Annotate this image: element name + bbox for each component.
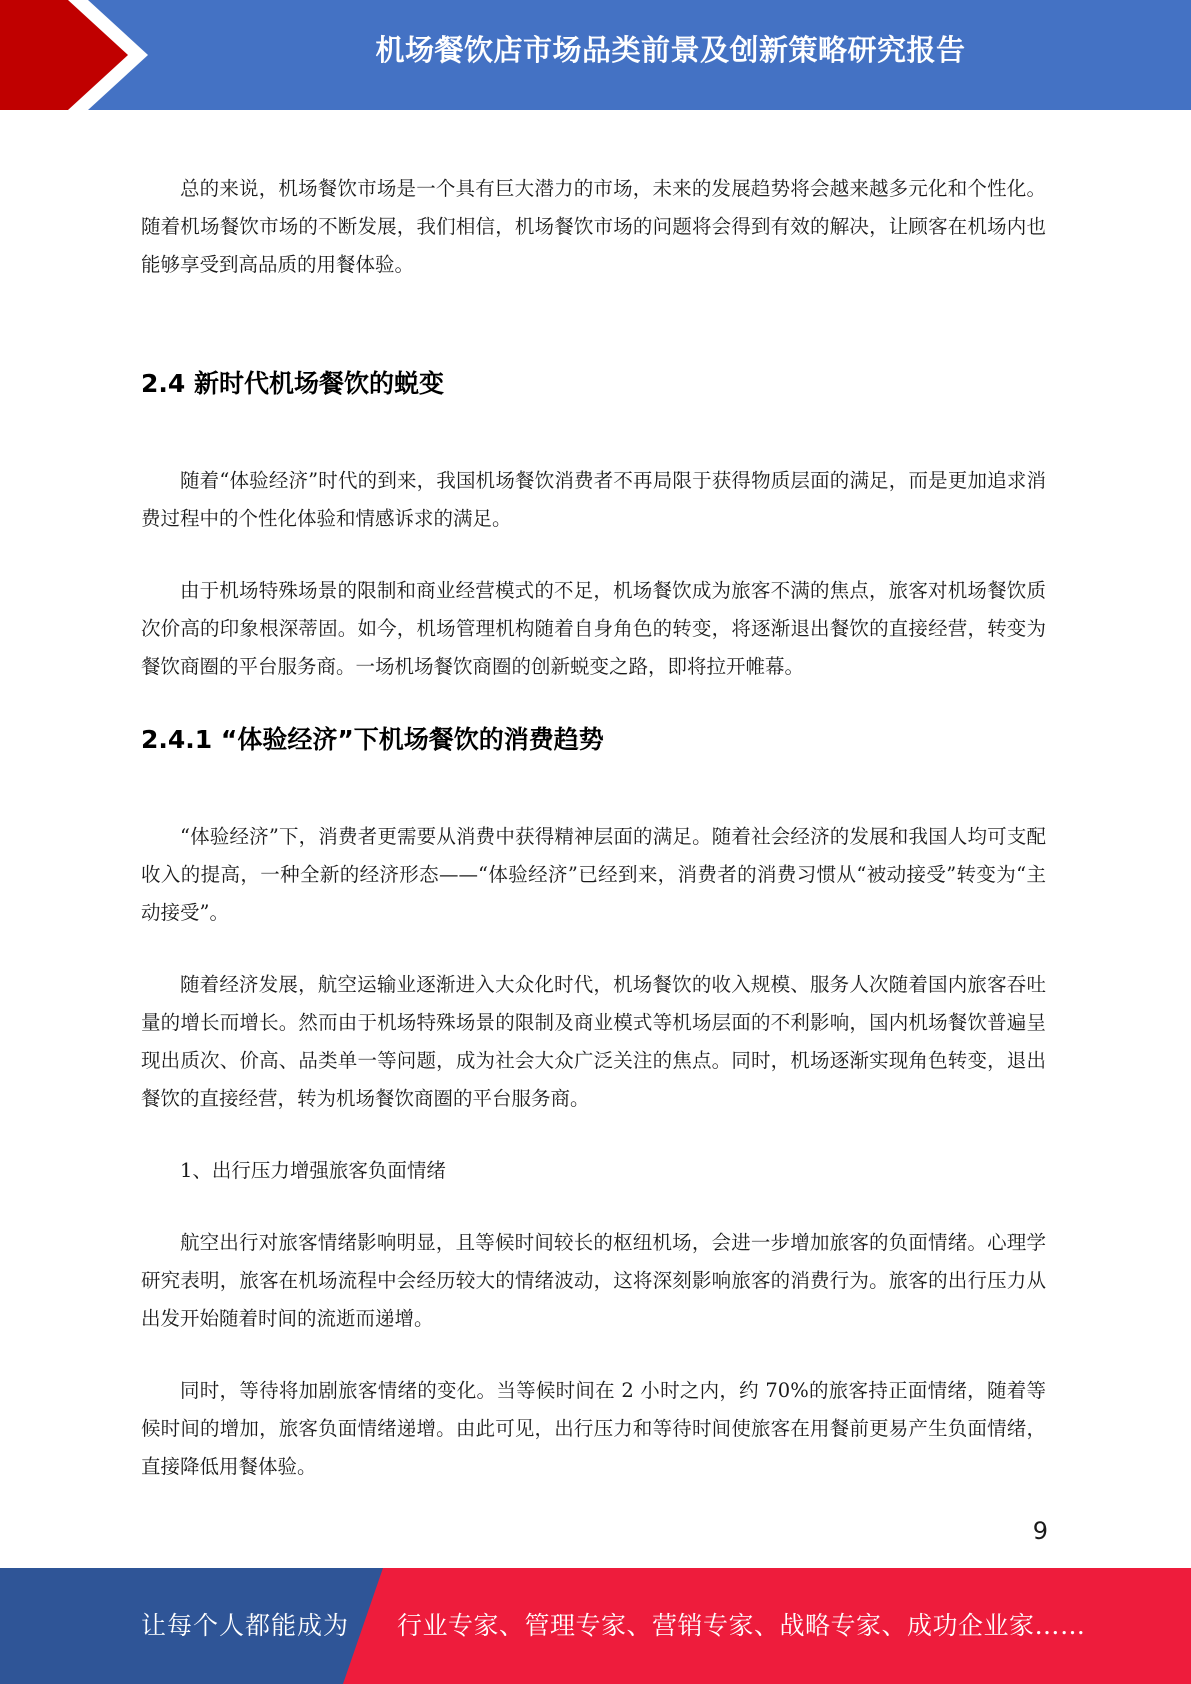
page-number: 9	[1032, 1517, 1048, 1545]
paragraph-experience-economy: 随着“体验经济”时代的到来，我国机场餐饮消费者不再局限于获得物质层面的满足，而是更加追求消费过程中的个性化体验和情感诉求的满足。	[141, 469, 1046, 530]
paragraph-waiting-time: 同时，等待将加剧旅客情绪的变化。当等候时间在 2 小时之内，约 70%的旅客持正面情绪，随着等候时间的增加，旅客负面情绪递增。由此可见，出行压力和等待时间使旅客在用餐前更易产生负面情绪，直接降低用餐体验。	[141, 1379, 1046, 1478]
paragraph-passenger-emotion: 航空出行对旅客情绪影响明显，且等候时间较长的枢纽机场，会进一步增加旅客的负面情绪。心理学研究表明，旅客在机场流程中会经历较大的情绪波动，这将深刻影响旅客的消费行为。旅客的出行压力从出发开始随着时间的流逝而递增。	[141, 1231, 1046, 1330]
header-chevron-icon	[0, 0, 160, 110]
footer-slogan-left: 让每个人都能成为	[141, 1611, 350, 1640]
paragraph-airport-limits: 由于机场特殊场景的限制和商业经营模式的不足，机场餐饮成为旅客不满的焦点，旅客对机场餐饮质次价高的印象根深蒂固。如今，机场管理机构随着自身角色的转变，将逐渐退出餐饮的直接经营，转变为餐饮商圈的平台服务商。一场机场餐饮商圈的创新蜕变之路，即将拉开帷幕。	[141, 579, 1046, 678]
page-footer	[0, 1568, 1191, 1684]
section-heading-2-4: 2.4 新时代机场餐饮的蜕变	[141, 369, 444, 398]
section-heading-2-4-1: 2.4.1 “体验经济”下机场餐饮的消费趋势	[141, 725, 604, 754]
header-title: 机场餐饮店市场品类前景及创新策略研究报告	[375, 33, 966, 67]
footer-slogan-right: 行业专家、管理专家、营销专家、战略专家、成功企业家……	[397, 1611, 1086, 1640]
paragraph-summary: 总的来说，机场餐饮市场是一个具有巨大潜力的市场，未来的发展趋势将会越来越多元化和个性化。随着机场餐饮市场的不断发展，我们相信，机场餐饮市场的问题将会得到有效的解决，让顾客在机场内也能够享受到高品质的用餐体验。	[141, 177, 1046, 276]
document-body	[141, 170, 1046, 1486]
page-header	[0, 0, 1191, 110]
paragraph-consumer-needs: “体验经济”下，消费者更需要从消费中获得精神层面的满足。随着社会经济的发展和我国人均可支配收入的提高，一种全新的经济形态——“体验经济”已经到来，消费者的消费习惯从“被动接受”转变为“主动接受”。	[141, 825, 1046, 924]
paragraph-economic-development: 随着经济发展，航空运输业逐渐进入大众化时代，机场餐饮的收入规模、服务人次随着国内旅客吞吐量的增长而增长。然而由于机场特殊场景的限制及商业模式等机场层面的不利影响，国内机场餐饮普遍呈现出质次、价高、品类单一等问题，成为社会大众广泛关注的焦点。同时，机场逐渐实现角色转变，退出餐饮的直接经营，转为机场餐饮商圈的平台服务商。	[141, 973, 1046, 1110]
list-item-travel-pressure: 1、出行压力增强旅客负面情绪	[180, 1159, 446, 1182]
